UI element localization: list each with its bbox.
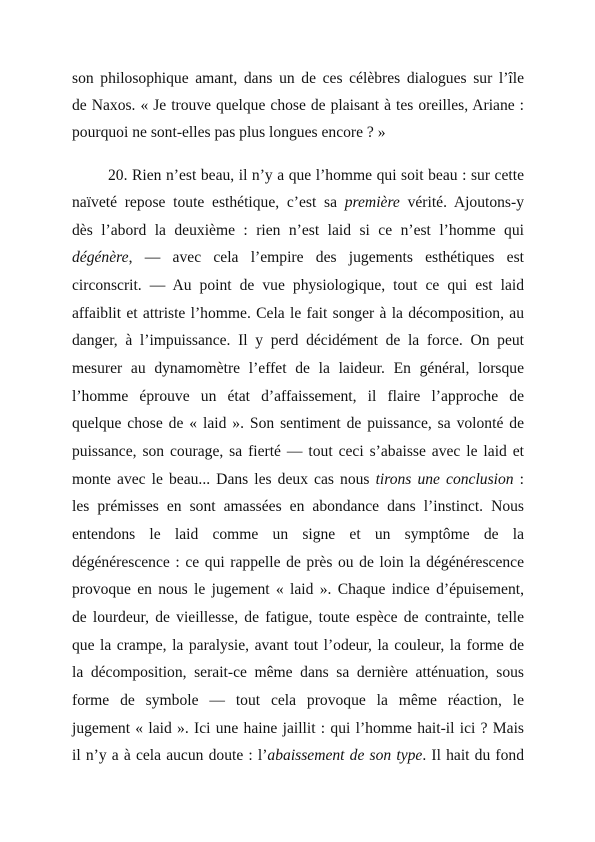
text-run: entendons le laid comme un signe et un symptôme de la xyxy=(72,525,524,543)
text-run: monte avec le beau... Dans les deux cas nous xyxy=(72,470,376,488)
text-line xyxy=(72,277,524,295)
italic-text: tirons une conclusion xyxy=(375,470,514,488)
text-line xyxy=(72,70,524,88)
text-run: : xyxy=(513,470,524,488)
text-line xyxy=(72,415,524,433)
text-run: mesurer au dynamomètre l’effet de la laideur. En général, lorsque xyxy=(72,360,524,378)
text-line xyxy=(72,581,524,599)
text-run: son philosophique amant, dans un de ces célèbres dialogues sur l’île xyxy=(72,70,524,87)
text-run: provoque en nous le jugement « laid ». Chaque indice d’épuisement, xyxy=(72,581,524,599)
text-line xyxy=(72,554,524,572)
text-run: puissance, son courage, sa fierté — tout ceci s’abaisse avec le laid et xyxy=(72,443,524,460)
text-line xyxy=(72,526,524,544)
text-run: pourquoi ne sont-elles pas plus longues encore ? » xyxy=(72,124,386,141)
text-run: dégénérescence : ce qui rappelle de près ou de loin la dégénérescence xyxy=(72,553,524,571)
text-line xyxy=(108,167,524,185)
text-line xyxy=(72,194,524,212)
italic-text: dégénère xyxy=(72,249,129,267)
text-run: forme de symbole — tout cela provoque la même réaction, le xyxy=(72,691,524,709)
text-run: naïveté repose toute esthétique, c’est sa xyxy=(72,194,345,212)
text-line xyxy=(72,664,524,682)
text-line xyxy=(72,305,524,323)
text-line xyxy=(72,692,524,710)
text-run: quelque chose de « laid ». Son sentiment de puissance, sa volonté de xyxy=(72,415,524,433)
text-line xyxy=(72,609,524,627)
text-run: la décomposition, serait-ce même dans sa dernière atténuation, sous xyxy=(72,664,524,682)
text-line xyxy=(72,388,524,406)
text-line xyxy=(72,360,524,378)
italic-text: première xyxy=(344,194,400,212)
text-run: affaiblit et attriste l’homme. Cela le fait songer à la décomposition, au xyxy=(72,304,524,322)
text-line xyxy=(72,443,524,461)
text-run: 20. Rien n’est beau, il n’y a que l’homme qui soit beau : sur cette xyxy=(108,166,524,184)
text-line xyxy=(72,637,524,655)
text-run: que la crampe, la paralysie, avant tout l’odeur, la couleur, la forme de xyxy=(72,636,524,654)
italic-text: abaissement de son type xyxy=(267,747,423,765)
text-run: circonscrit. — Au point de vue physiologique, tout ce qui est laid xyxy=(72,277,524,295)
text-line xyxy=(72,332,524,350)
text-line xyxy=(72,471,524,489)
text-run: jugement « laid ». Ici une haine jaillit : qui l’homme hait-il ici ? Mais xyxy=(72,719,524,737)
text-run: l’homme éprouve un état d’affaissement, il flaire l’approche de xyxy=(72,387,524,405)
text-line xyxy=(72,747,524,765)
text-run: les prémisses en sont amassées en abondance dans l’instinct. Nous xyxy=(72,498,524,516)
text-line xyxy=(72,222,524,240)
text-run: . Il hait du fond xyxy=(422,747,524,765)
text-line xyxy=(72,124,524,142)
text-run: dès l’abord la deuxième : rien n’est laid si ce n’est l’homme qui xyxy=(72,221,524,239)
text-run: de lourdeur, de vieillesse, de fatigue, toute espèce de contrainte, telle xyxy=(72,608,524,626)
text-line xyxy=(72,720,524,738)
text-run: vérité. Ajoutons-y xyxy=(399,194,524,212)
text-line xyxy=(72,498,524,516)
text-run: de Naxos. « Je trouve quelque chose de plaisant à tes oreilles, Ariane : xyxy=(72,97,524,114)
text-line xyxy=(72,97,524,115)
text-run: danger, à l’impuissance. Il y perd décidément de la force. On peut xyxy=(72,332,524,350)
text-line xyxy=(72,249,524,267)
text-run: il n’y a à cela aucun doute : l’ xyxy=(72,747,268,765)
text-run: , — avec cela l’empire des jugements esthétiques est xyxy=(128,249,524,267)
